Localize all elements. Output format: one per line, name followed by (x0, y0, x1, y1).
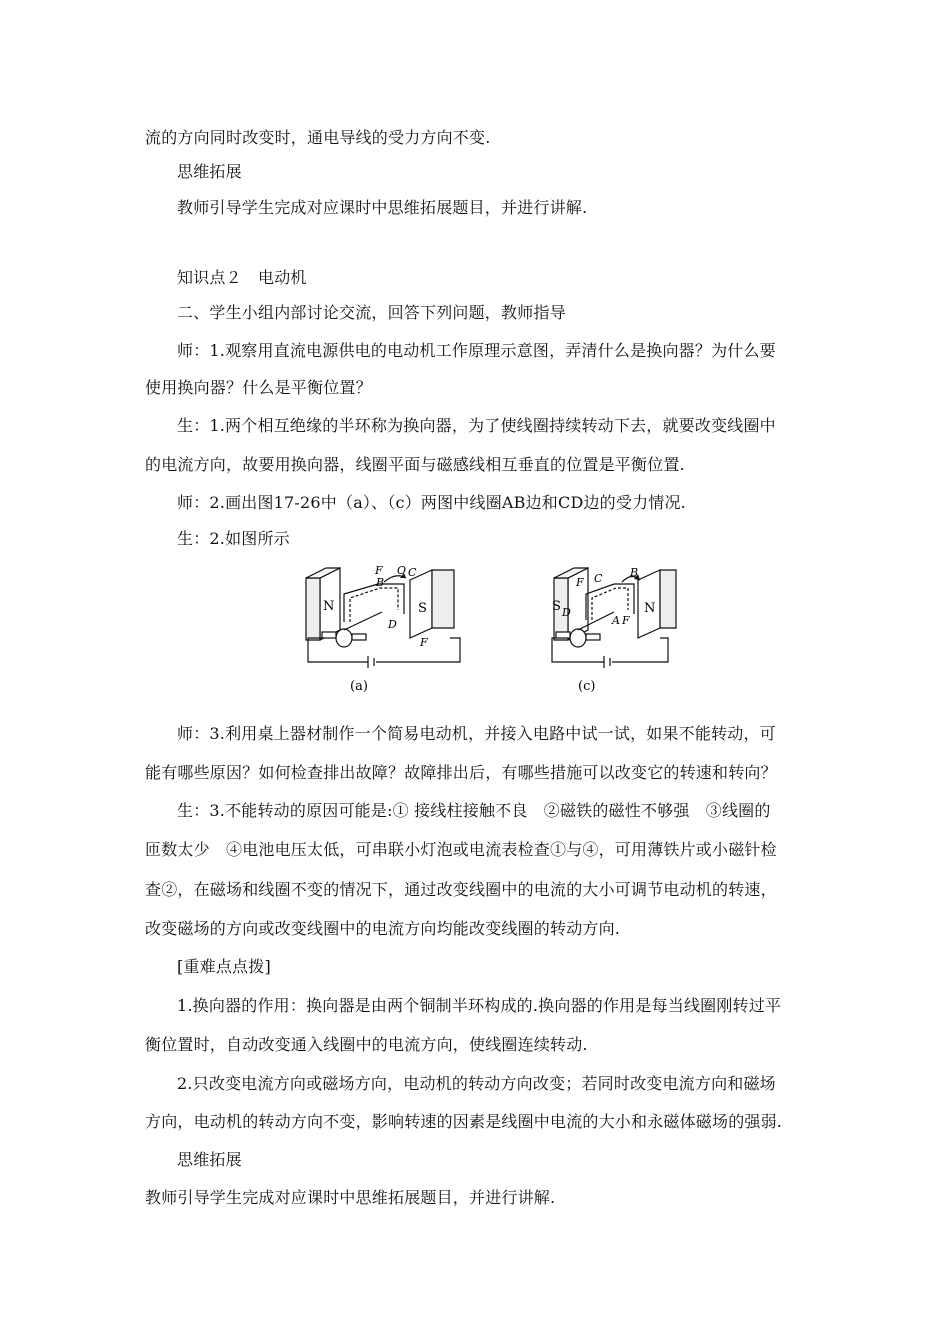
text-line: 生：3.不能转动的原因可能是:① 接线柱接触不良 ②磁铁的磁性不够强 ③线圈的 (177, 801, 771, 820)
force-label: F (576, 576, 584, 589)
force-label: F (622, 614, 630, 627)
magnet-left-label: S (552, 599, 561, 614)
magnet-right-label: S (418, 601, 427, 616)
force-label: F (375, 564, 383, 577)
text-line: 衡位置时，自动改变通入线圈中的电流方向，使线圈连续转动. (145, 1035, 588, 1054)
subheading: [重难点点拨] (177, 957, 271, 976)
text-line: 教师引导学生完成对应课时中思维拓展题目，并进行讲解. (145, 1188, 556, 1207)
text-line: 的电流方向，故要用换向器，线圈平面与磁感线相互垂直的位置是平衡位置. (145, 455, 685, 474)
force-label: F (420, 636, 428, 649)
text-line: 生：2.如图所示 (177, 529, 290, 548)
point-label: A (612, 614, 620, 627)
text-line: 流的方向同时改变时，通电导线的受力方向不变. (145, 128, 491, 147)
text-line: 2.只改变电流方向或磁场方向，电动机的转动方向改变；若同时改变电流方向和磁场 (177, 1074, 776, 1093)
magnet-left-label: N (323, 599, 335, 614)
figure-caption: (a) (350, 679, 368, 694)
point-label: B (630, 566, 639, 579)
text-line: 查②，在磁场和线圈不变的情况下，通过改变线圈中的电流的大小可调节电动机的转速， (145, 880, 777, 899)
subheading: 思维拓展 (177, 1150, 242, 1169)
text-line: 师：2.画出图17-26中（a）、（c）两图中线圈AB边和CD边的受力情况. (177, 493, 686, 512)
text-line: 使用换向器？什么是平衡位置？ (145, 378, 372, 397)
magnet-right-label: N (644, 601, 656, 616)
motor-diagram-a (300, 560, 480, 700)
text-line: 能有哪些原因？如何检查排出故障？故障排出后，有哪些措施可以改变它的转速和转向？ (145, 763, 777, 782)
figure-caption: (c) (578, 679, 596, 694)
section-heading: 知识点２ 电动机 (177, 268, 307, 287)
point-label: C (408, 566, 417, 579)
text-line: 生：1.两个相互绝缘的半环称为换向器，为了使线圈持续转动下去，就要改变线圈中 (177, 416, 776, 435)
text-line: 1.换向器的作用：换向器是由两个铜制半环构成的.换向器的作用是每当线圈刚转过平 (177, 996, 782, 1015)
motor-diagram-c (548, 560, 688, 700)
point-label: D (562, 606, 571, 619)
text-line: 方向，电动机的转动方向不变，影响转速的因素是线圈中电流的大小和永磁体磁场的强弱. (145, 1112, 783, 1131)
text-line: 改变磁场的方向或改变线圈中的电流方向均能改变线圈的转动方向. (145, 919, 621, 938)
point-label: B (376, 576, 385, 589)
text-line: 师：3.利用桌上器材制作一个简易电动机，并接入电路中试一试，如果不能转动，可 (177, 724, 776, 743)
subheading: 思维拓展 (177, 162, 242, 181)
text-line: 匝数太少 ④电池电压太低，可串联小灯泡或电流表检查①与④，可用薄铁片或小磁针检 (145, 840, 777, 859)
point-label: D (388, 618, 397, 631)
axis-label: O (397, 564, 407, 577)
text-line: 二、学生小组内部讨论交流，回答下列问题，教师指导 (177, 303, 566, 322)
point-label: C (594, 572, 603, 585)
text-line: 师：1.观察用直流电源供电的电动机工作原理示意图，弄清什么是换向器？为什么要 (177, 341, 776, 360)
text-line: 教师引导学生完成对应课时中思维拓展题目，并进行讲解. (177, 198, 588, 217)
